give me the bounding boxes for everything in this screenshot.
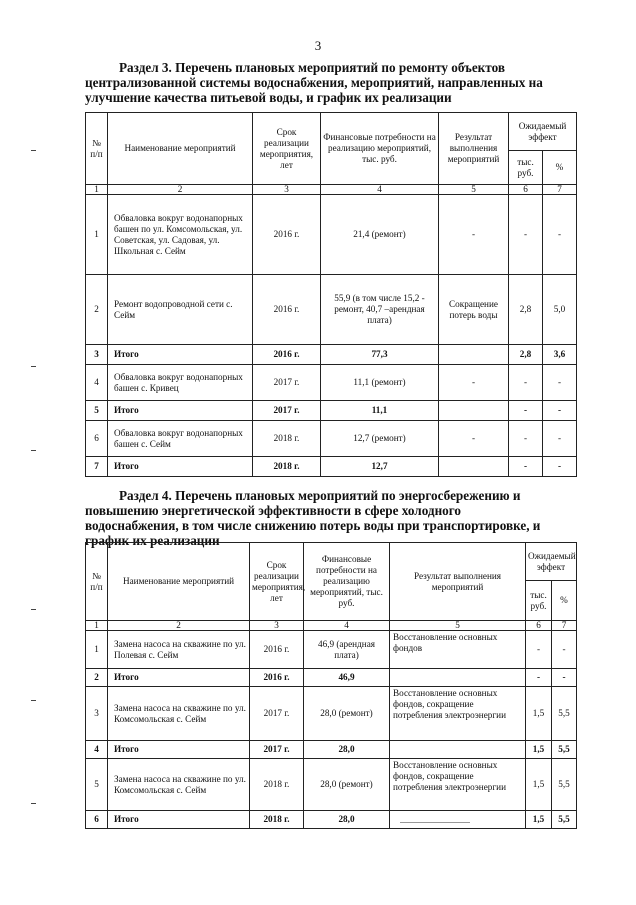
header-result: Результат выполнения мероприятий bbox=[439, 113, 509, 185]
row-effect-rub: 1,5 bbox=[526, 811, 552, 829]
row-effect-rub: 2,8 bbox=[509, 275, 543, 345]
header-finance: Финансовые потребности на реализацию мероприятий, тыс. руб. bbox=[321, 113, 439, 185]
margin-mark bbox=[31, 366, 36, 367]
col-number: 2 bbox=[108, 185, 253, 195]
row-effect-rub: - bbox=[509, 401, 543, 421]
col-number: 1 bbox=[86, 185, 108, 195]
row-effect-rub: - bbox=[509, 195, 543, 275]
row-num: 4 bbox=[86, 741, 108, 759]
table-row bbox=[86, 195, 577, 275]
row-num: 6 bbox=[86, 421, 108, 457]
row-effect-pct: - bbox=[552, 669, 577, 687]
row-effect-rub: - bbox=[509, 365, 543, 401]
row-effect-rub: - bbox=[526, 631, 552, 669]
section-4-heading-line: Раздел 4. Перечень плановых мероприятий по энергосбережению и bbox=[119, 488, 521, 503]
row-result bbox=[390, 741, 526, 759]
row-year: 2017 г. bbox=[250, 741, 304, 759]
row-num: 4 bbox=[86, 365, 108, 401]
row-effect-pct: - bbox=[543, 401, 577, 421]
row-effect-pct: 3,6 bbox=[543, 345, 577, 365]
row-name: Итого bbox=[108, 345, 253, 365]
row-year: 2016 г. bbox=[253, 195, 321, 275]
section-3-heading-line: Раздел 3. Перечень плановых мероприятий по ремонту объектов bbox=[119, 60, 505, 75]
section-4-table bbox=[85, 542, 577, 829]
row-effect-rub: 1,5 bbox=[526, 741, 552, 759]
row-result: - bbox=[439, 421, 509, 457]
row-effect-rub: - bbox=[526, 669, 552, 687]
header-unit-pct: % bbox=[552, 581, 577, 621]
row-result bbox=[439, 345, 509, 365]
row-effect-pct: - bbox=[552, 631, 577, 669]
row-name: Замена насоса на скважине по ул. Комсомольская с. Сейм bbox=[108, 687, 250, 741]
col-number: 1 bbox=[86, 621, 108, 631]
section-3-heading-line: централизованной системы водоснабжения, мероприятий, направленных на bbox=[85, 75, 543, 90]
header-name: Наименование мероприятий bbox=[108, 113, 253, 185]
row-effect-rub: 2,8 bbox=[509, 345, 543, 365]
row-name: Итого bbox=[108, 457, 253, 477]
row-result: - bbox=[439, 365, 509, 401]
col-number: 6 bbox=[509, 185, 543, 195]
section-4-heading-line: водоснабжения, в том числе снижению потерь воды при транспортировке, и bbox=[85, 518, 541, 533]
total-row bbox=[86, 811, 577, 829]
row-year: 2016 г. bbox=[250, 669, 304, 687]
margin-mark bbox=[31, 609, 36, 610]
header-result: Результат выполнения мероприятий bbox=[390, 543, 526, 621]
margin-mark bbox=[31, 700, 36, 701]
row-result: - bbox=[439, 195, 509, 275]
row-result bbox=[390, 669, 526, 687]
row-result: Сокращение потерь воды bbox=[439, 275, 509, 345]
row-result bbox=[439, 401, 509, 421]
row-year: 2017 г. bbox=[250, 687, 304, 741]
row-num: 2 bbox=[86, 669, 108, 687]
header-term: Срок реализации мероприятия, лет bbox=[250, 543, 304, 621]
row-num: 3 bbox=[86, 345, 108, 365]
row-num: 2 bbox=[86, 275, 108, 345]
row-result: Восстановление основных фондов, сокращение потребления электроэнергии bbox=[390, 759, 526, 811]
total-row bbox=[86, 669, 577, 687]
col-number: 7 bbox=[543, 185, 577, 195]
col-number: 5 bbox=[390, 621, 526, 631]
row-effect-pct: 5,5 bbox=[552, 759, 577, 811]
row-name: Итого bbox=[108, 669, 250, 687]
row-effect-rub: - bbox=[509, 421, 543, 457]
row-year: 2016 г. bbox=[253, 345, 321, 365]
row-effect-pct: 5,5 bbox=[552, 687, 577, 741]
row-num: 6 bbox=[86, 811, 108, 829]
table-row bbox=[86, 759, 577, 811]
row-result bbox=[390, 811, 526, 829]
margin-mark bbox=[31, 450, 36, 451]
row-year: 2018 г. bbox=[253, 421, 321, 457]
section-3-heading-line: улучшение качества питьевой воды, и график их реализации bbox=[85, 90, 452, 105]
total-row bbox=[86, 741, 577, 759]
row-result: Восстановление основных фондов bbox=[390, 631, 526, 669]
header-num: № п/п bbox=[86, 543, 108, 621]
col-number: 3 bbox=[250, 621, 304, 631]
section-3-heading bbox=[85, 60, 565, 105]
row-finance: 12,7 bbox=[321, 457, 439, 477]
row-year: 2018 г. bbox=[253, 457, 321, 477]
row-num: 7 bbox=[86, 457, 108, 477]
row-name: Замена насоса на скважине по ул. Комсомольская с. Сейм bbox=[108, 759, 250, 811]
row-num: 1 bbox=[86, 631, 108, 669]
row-num: 5 bbox=[86, 401, 108, 421]
header-num: № п/п bbox=[86, 113, 108, 185]
table-row bbox=[86, 421, 577, 457]
col-number: 2 bbox=[108, 621, 250, 631]
margin-mark bbox=[31, 803, 36, 804]
row-year: 2017 г. bbox=[253, 365, 321, 401]
section-3-table bbox=[85, 112, 577, 477]
section-4-heading bbox=[85, 488, 567, 548]
row-finance: 11,1 bbox=[321, 401, 439, 421]
row-finance: 28,0 bbox=[304, 811, 390, 829]
row-effect-pct: 5,0 bbox=[543, 275, 577, 345]
row-year: 2018 г. bbox=[250, 759, 304, 811]
row-finance: 12,7 (ремонт) bbox=[321, 421, 439, 457]
header-unit-rub: тыс. руб. bbox=[526, 581, 552, 621]
margin-mark bbox=[31, 150, 36, 151]
col-number: 5 bbox=[439, 185, 509, 195]
row-finance: 55,9 (в том числе 15,2 - ремонт, 40,7 –арендная плата) bbox=[321, 275, 439, 345]
header-effect: Ожидаемый эффект bbox=[526, 543, 577, 581]
row-finance: 11,1 (ремонт) bbox=[321, 365, 439, 401]
row-effect-rub: 1,5 bbox=[526, 687, 552, 741]
row-num: 5 bbox=[86, 759, 108, 811]
row-finance: 28,0 (ремонт) bbox=[304, 687, 390, 741]
col-number: 6 bbox=[526, 621, 552, 631]
row-effect-pct: 5,5 bbox=[552, 741, 577, 759]
row-effect-pct: - bbox=[543, 457, 577, 477]
total-row bbox=[86, 401, 577, 421]
row-num: 3 bbox=[86, 687, 108, 741]
col-number: 4 bbox=[304, 621, 390, 631]
row-effect-rub: 1,5 bbox=[526, 759, 552, 811]
section-4-heading-line: повышению энергетической эффективности в сфере холодного bbox=[85, 503, 462, 518]
row-year: 2017 г. bbox=[253, 401, 321, 421]
row-name: Обваловка вокруг водонапорных башен с. Кривец bbox=[108, 365, 253, 401]
row-finance: 28,0 (ремонт) bbox=[304, 759, 390, 811]
header-unit-rub: тыс. руб. bbox=[509, 151, 543, 185]
header-name: Наименование мероприятий bbox=[108, 543, 250, 621]
table-row bbox=[86, 275, 577, 345]
row-result bbox=[439, 457, 509, 477]
table-row bbox=[86, 365, 577, 401]
row-num: 1 bbox=[86, 195, 108, 275]
row-name: Замена насоса на скважине по ул. Полевая с. Сейм bbox=[108, 631, 250, 669]
row-name: Итого bbox=[108, 811, 250, 829]
page-number: 3 bbox=[314, 38, 322, 53]
row-year: 2016 г. bbox=[250, 631, 304, 669]
row-name: Обваловка вокруг водонапорных башен по ул. Комсомольская, ул. Советская, ул. Садовая, ул. Школьная с. Сейм bbox=[108, 195, 253, 275]
col-number: 4 bbox=[321, 185, 439, 195]
row-finance: 77,3 bbox=[321, 345, 439, 365]
row-name: Итого bbox=[108, 401, 253, 421]
row-effect-pct: - bbox=[543, 195, 577, 275]
row-year: 2016 г. bbox=[253, 275, 321, 345]
row-finance: 46,9 (арендная плата) bbox=[304, 631, 390, 669]
header-unit-pct: % bbox=[543, 151, 577, 185]
col-number: 7 bbox=[552, 621, 577, 631]
col-number: 3 bbox=[253, 185, 321, 195]
row-finance: 28,0 bbox=[304, 741, 390, 759]
row-finance: 21,4 (ремонт) bbox=[321, 195, 439, 275]
row-effect-pct: - bbox=[543, 365, 577, 401]
section-4-heading-line: график их реализации bbox=[85, 533, 220, 548]
total-row bbox=[86, 345, 577, 365]
header-term: Срок реализации мероприятия, лет bbox=[253, 113, 321, 185]
total-row bbox=[86, 457, 577, 477]
row-name: Итого bbox=[108, 741, 250, 759]
row-finance: 46,9 bbox=[304, 669, 390, 687]
table-row bbox=[86, 687, 577, 741]
row-effect-rub: - bbox=[509, 457, 543, 477]
table-row bbox=[86, 631, 577, 669]
row-year: 2018 г. bbox=[250, 811, 304, 829]
row-effect-pct: - bbox=[543, 421, 577, 457]
row-name: Обваловка вокруг водонапорных башен с. Сейм bbox=[108, 421, 253, 457]
header-finance: Финансовые потребности на реализацию мероприятий, тыс. руб. bbox=[304, 543, 390, 621]
row-effect-pct: 5,5 bbox=[552, 811, 577, 829]
header-effect: Ожидаемый эффект bbox=[509, 113, 577, 151]
row-name: Ремонт водопроводной сети с. Сейм bbox=[108, 275, 253, 345]
row-result: Восстановление основных фондов, сокращение потребления электроэнергии bbox=[390, 687, 526, 741]
footer-rule bbox=[400, 822, 470, 823]
